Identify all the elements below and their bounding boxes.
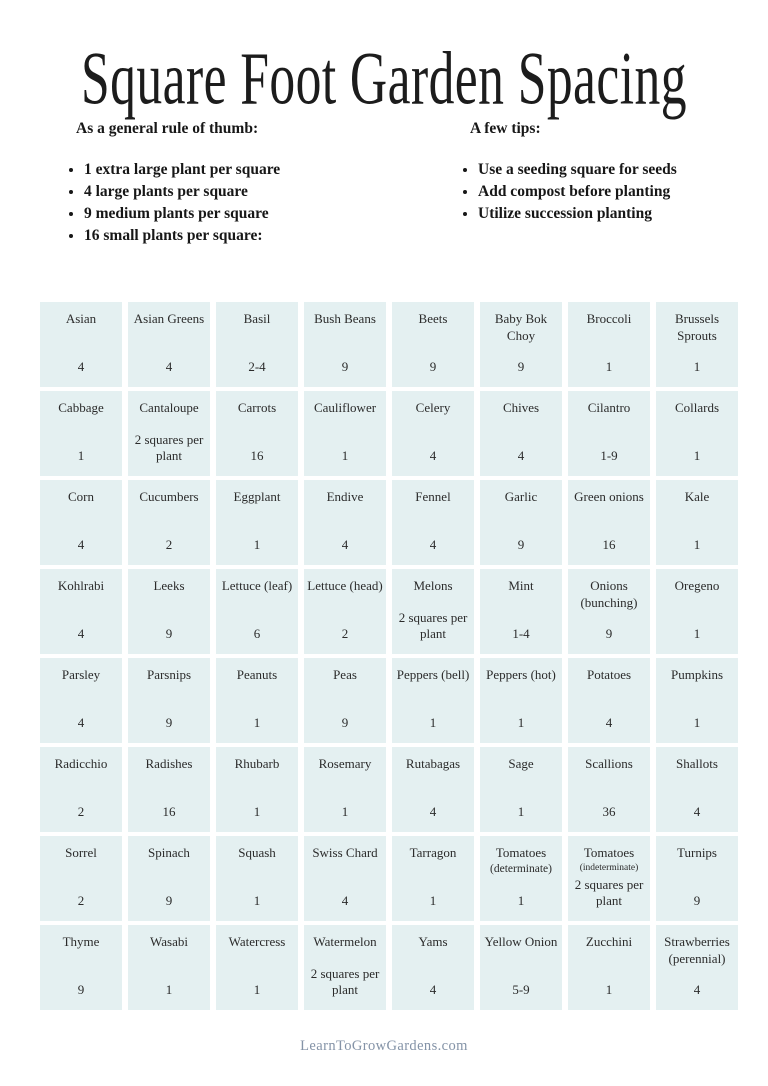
plant-name-block <box>312 845 377 862</box>
grid-cell <box>128 302 210 387</box>
plant-name: Peppers (hot) <box>486 667 556 682</box>
spacing-value: 1 <box>341 804 349 820</box>
spacing-value: 4 <box>693 982 701 998</box>
plant-name: Shallots <box>676 756 718 771</box>
spacing-value: 4 <box>429 448 437 464</box>
rule-item: • 9 medium plants per square <box>84 206 404 222</box>
plant-name: Baby Bok Choy <box>494 311 548 343</box>
plant-name-block <box>580 845 639 874</box>
grid-cell <box>392 747 474 832</box>
grid-cell <box>568 480 650 565</box>
spacing-value: 1 <box>165 982 173 998</box>
grid-cell <box>216 302 298 387</box>
plant-name: Watercress <box>228 934 286 949</box>
grid-cell <box>568 302 650 387</box>
plant-name-block <box>244 311 271 328</box>
plant-name-block <box>416 400 451 417</box>
plant-name-block <box>414 578 453 595</box>
plant-name: Yellow Onion <box>484 934 558 949</box>
plant-name: Kale <box>684 489 710 504</box>
spacing-value: 4 <box>77 537 85 553</box>
rule-of-thumb-list <box>64 162 404 244</box>
plant-name-block <box>307 578 382 595</box>
grid-cell <box>128 391 210 476</box>
plant-name: Wasabi <box>150 934 188 949</box>
spacing-value: 9 <box>165 893 173 909</box>
plant-name: Watermelon <box>313 934 377 949</box>
spacing-value: 1 <box>693 448 701 464</box>
tip-item: • Use a seeding square for seeds <box>478 162 758 178</box>
plant-name-block <box>327 489 364 506</box>
rule-item: • 4 large plants per square <box>84 184 404 200</box>
grid-cell <box>656 836 738 921</box>
plant-name-block <box>146 756 193 773</box>
plant-name-block <box>319 756 372 773</box>
grid-cell <box>40 836 122 921</box>
plant-name: Oregeno <box>674 578 720 593</box>
plant-name: Lettuce (head) <box>307 578 383 593</box>
grid-cell <box>216 658 298 743</box>
spacing-value: 1 <box>693 715 701 731</box>
plant-name: Endive <box>326 489 364 504</box>
plant-name-block <box>587 667 631 684</box>
tips-list <box>458 162 758 222</box>
plant-name: Garlic <box>504 489 538 504</box>
plant-name-block <box>58 578 104 595</box>
plant-name-block <box>571 578 647 611</box>
plant-name: Pumpkins <box>670 667 723 682</box>
plant-name-block <box>508 578 533 595</box>
grid-cell <box>128 569 210 654</box>
spacing-value: 1 <box>693 359 701 375</box>
plant-subname: (indeterminate) <box>579 862 639 873</box>
plant-name: Rutabagas <box>405 756 461 771</box>
plant-name-block <box>58 400 103 417</box>
grid-cell <box>480 925 562 1010</box>
plant-name-block <box>139 400 198 417</box>
plant-name: Collards <box>674 400 720 415</box>
plant-name: Green onions <box>574 489 644 504</box>
grid-cell <box>304 836 386 921</box>
grid-cell <box>656 658 738 743</box>
spacing-value: 1 <box>605 982 613 998</box>
rule-item: • 1 extra large plant per square <box>84 162 404 178</box>
plant-name-block <box>508 756 533 773</box>
grid-cell <box>392 569 474 654</box>
plant-name-block <box>150 934 188 951</box>
plant-name: Kohlrabi <box>57 578 105 593</box>
spacing-value: 2 squares per plant <box>574 876 644 909</box>
plant-name: Parsnips <box>146 667 192 682</box>
spacing-value: 16 <box>162 804 176 820</box>
plant-name: Squash <box>238 845 276 860</box>
plant-name-block <box>397 667 470 684</box>
grid-cell <box>40 925 122 1010</box>
plant-name: Asian <box>65 311 97 326</box>
tip-item: • Add compost before planting <box>478 184 758 200</box>
plant-name: Sage <box>508 756 534 771</box>
grid-cell <box>568 391 650 476</box>
plant-name: Onions (bunching) <box>580 578 638 610</box>
plant-name-block <box>685 489 710 506</box>
spacing-value: 9 <box>165 626 173 642</box>
plant-name: Corn <box>68 489 94 504</box>
spacing-value: 2 squares per plant <box>398 609 468 642</box>
spacing-value: 1 <box>517 893 525 909</box>
rule-of-thumb-heading: As a general rule of thumb: <box>76 120 259 137</box>
plant-name: Sorrel <box>65 845 97 860</box>
grid-cell <box>304 925 386 1010</box>
plant-name: Peas <box>333 667 357 682</box>
plant-name: Cabbage <box>58 400 104 415</box>
spacing-value: 1 <box>517 715 525 731</box>
spacing-value: 36 <box>602 804 616 820</box>
plant-name-block <box>419 311 448 328</box>
plant-name: Lettuce (leaf) <box>221 578 293 593</box>
grid-cell <box>128 480 210 565</box>
plant-name-block <box>153 578 184 595</box>
plant-name: Broccoli <box>586 311 632 326</box>
grid-cell <box>568 658 650 743</box>
plant-name: Basil <box>243 311 271 326</box>
plant-name: Swiss Chard <box>312 845 378 860</box>
spacing-value: 1 <box>253 537 261 553</box>
plant-name-block <box>238 845 276 862</box>
spacing-value: 9 <box>341 715 349 731</box>
grid-cell <box>40 658 122 743</box>
plant-name-block <box>229 934 286 951</box>
grid-cell <box>568 747 650 832</box>
spacing-value: 2 <box>165 537 173 553</box>
plant-name-block <box>485 934 558 951</box>
plant-name-block <box>238 400 276 417</box>
grid-cell <box>128 925 210 1010</box>
spacing-value: 6 <box>253 626 261 642</box>
plant-name: Peppers (bell) <box>396 667 470 682</box>
plant-name-block <box>237 667 277 684</box>
plant-name-block <box>333 667 357 684</box>
plant-name: Spinach <box>148 845 190 860</box>
plant-name: Bush Beans <box>314 311 376 326</box>
grid-cell <box>392 302 474 387</box>
plant-name: Zucchini <box>585 934 633 949</box>
grid-cell <box>480 391 562 476</box>
plant-name-block <box>671 667 723 684</box>
plant-name-block <box>65 845 97 862</box>
plant-name: Scallions <box>585 756 633 771</box>
spacing-value: 1 <box>253 982 261 998</box>
plant-name-block <box>659 934 735 967</box>
grid-cell <box>656 302 738 387</box>
plant-name-block <box>68 489 94 506</box>
grid-cell <box>480 836 562 921</box>
spacing-value: 9 <box>429 359 437 375</box>
grid-cell <box>568 569 650 654</box>
spacing-value: 4 <box>429 804 437 820</box>
spacing-value: 16 <box>602 537 616 553</box>
grid-cell <box>392 480 474 565</box>
grid-cell <box>128 747 210 832</box>
grid-cell <box>40 747 122 832</box>
grid-cell <box>40 569 122 654</box>
spacing-value: 1 <box>693 626 701 642</box>
plant-name-block <box>148 845 190 862</box>
plant-subname: (determinate) <box>490 862 552 875</box>
spacing-value: 2-4 <box>248 359 266 375</box>
plant-name-block <box>574 489 644 506</box>
plant-name: Radishes <box>145 756 193 771</box>
plant-name: Celery <box>415 400 451 415</box>
plant-name: Tomatoes <box>495 845 547 860</box>
plant-name-block <box>505 489 537 506</box>
grid-cell <box>392 925 474 1010</box>
plant-name-block <box>63 934 100 951</box>
plant-name-block <box>675 578 720 595</box>
plant-name-block <box>55 756 108 773</box>
plant-name: Leeks <box>153 578 185 593</box>
plant-name-block <box>659 311 735 344</box>
plant-name: Chives <box>502 400 540 415</box>
grid-cell <box>392 836 474 921</box>
spacing-value: 9 <box>341 359 349 375</box>
spacing-value: 1 <box>253 804 261 820</box>
plant-name-block <box>503 400 539 417</box>
spacing-value: 9 <box>517 537 525 553</box>
grid-cell <box>40 391 122 476</box>
plant-name-block <box>483 311 559 344</box>
plant-name: Yams <box>418 934 448 949</box>
grid-cell <box>304 480 386 565</box>
spacing-value: 9 <box>77 982 85 998</box>
plant-name-block <box>675 400 719 417</box>
spacing-value: 2 <box>77 893 85 909</box>
grid-cell <box>480 302 562 387</box>
spacing-value: 1 <box>605 359 613 375</box>
tip-item: • Utilize succession planting <box>478 206 758 222</box>
plant-name: Radicchio <box>54 756 108 771</box>
spacing-value: 1-9 <box>600 448 618 464</box>
spacing-value: 1 <box>253 715 261 731</box>
plant-name: Eggplant <box>233 489 281 504</box>
plant-name-block <box>234 489 281 506</box>
plant-name-block <box>134 311 204 328</box>
plant-name: Fennel <box>415 489 451 504</box>
plant-name-block <box>314 311 376 328</box>
plant-name: Cilantro <box>587 400 631 415</box>
plant-name-block <box>418 934 447 951</box>
grid-cell <box>304 658 386 743</box>
plant-name: Peanuts <box>236 667 278 682</box>
plant-name: Beets <box>418 311 448 326</box>
plant-name-block <box>313 934 376 951</box>
plant-name-block <box>586 934 632 951</box>
plant-name: Melons <box>413 578 453 593</box>
spacing-value: 4 <box>341 537 349 553</box>
plant-name: Tomatoes <box>583 845 635 860</box>
spacing-value: 2 <box>341 626 349 642</box>
spacing-value: 1 <box>429 715 437 731</box>
plant-name-block <box>490 845 552 876</box>
plant-name: Strawberries (perennial) <box>664 934 730 966</box>
plant-name-block <box>677 845 717 862</box>
grid-cell <box>216 836 298 921</box>
spacing-value: 9 <box>693 893 701 909</box>
tips-heading: A few tips: <box>470 120 541 137</box>
grid-cell <box>480 747 562 832</box>
plant-name: Mint <box>508 578 534 593</box>
spacing-value: 4 <box>165 359 173 375</box>
spacing-value: 16 <box>250 448 264 464</box>
spacing-value: 9 <box>165 715 173 731</box>
spacing-value: 1 <box>253 893 261 909</box>
grid-cell <box>568 836 650 921</box>
plant-name-block <box>235 756 280 773</box>
spacing-value: 4 <box>517 448 525 464</box>
plant-name-block <box>222 578 292 595</box>
plant-name: Parsley <box>61 667 101 682</box>
spacing-value: 1 <box>429 893 437 909</box>
grid-cell <box>480 480 562 565</box>
spacing-value: 5-9 <box>512 982 530 998</box>
plant-name: Thyme <box>62 934 100 949</box>
grid-cell <box>304 391 386 476</box>
grid-cell <box>128 658 210 743</box>
grid-cell <box>656 480 738 565</box>
spacing-value: 2 squares per plant <box>310 965 380 998</box>
grid-cell <box>480 658 562 743</box>
grid-cell <box>216 747 298 832</box>
grid-cell <box>304 569 386 654</box>
spacing-value: 4 <box>77 715 85 731</box>
grid-cell <box>392 391 474 476</box>
spacing-value: 4 <box>429 537 437 553</box>
spacing-value: 4 <box>341 893 349 909</box>
plant-name: Asian Greens <box>133 311 205 326</box>
grid-cell <box>392 658 474 743</box>
footer-website: LearnToGrowGardens.com <box>300 1038 468 1054</box>
plant-name: Cantaloupe <box>139 400 199 415</box>
rule-of-thumb-section <box>64 120 404 250</box>
spacing-value: 1 <box>77 448 85 464</box>
spacing-value: 1 <box>341 448 349 464</box>
grid-cell <box>656 747 738 832</box>
spacing-value: 9 <box>517 359 525 375</box>
plant-name: Tarragon <box>409 845 457 860</box>
grid-cell <box>656 569 738 654</box>
plant-name-block <box>147 667 191 684</box>
spacing-value: 1 <box>693 537 701 553</box>
spacing-grid <box>40 302 738 1010</box>
grid-cell <box>128 836 210 921</box>
tips-section <box>458 120 758 228</box>
rule-item: • 16 small plants per square: <box>84 228 404 244</box>
spacing-value: 4 <box>77 626 85 642</box>
plant-name-block <box>486 667 556 684</box>
plant-name-block <box>410 845 457 862</box>
plant-name-block <box>585 756 633 773</box>
spacing-value: 1 <box>517 804 525 820</box>
grid-cell <box>216 569 298 654</box>
grid-cell <box>568 925 650 1010</box>
grid-cell <box>656 925 738 1010</box>
grid-cell <box>304 302 386 387</box>
grid-cell <box>480 569 562 654</box>
spacing-value: 9 <box>605 626 613 642</box>
plant-name: Turnips <box>677 845 717 860</box>
plant-name-block <box>139 489 198 506</box>
spacing-value: 4 <box>693 804 701 820</box>
plant-name-block <box>588 400 631 417</box>
grid-cell <box>216 480 298 565</box>
plant-name-block <box>406 756 460 773</box>
plant-name-block <box>314 400 376 417</box>
plant-name: Carrots <box>237 400 277 415</box>
spacing-value: 1-4 <box>512 626 530 642</box>
grid-cell <box>216 925 298 1010</box>
plant-name-block <box>66 311 96 328</box>
page-title: Square Foot Garden Spacing <box>81 37 687 120</box>
grid-cell <box>304 747 386 832</box>
plant-name-block <box>587 311 632 328</box>
grid-cell <box>216 391 298 476</box>
plant-name: Potatoes <box>586 667 632 682</box>
grid-cell <box>656 391 738 476</box>
spacing-value: 4 <box>77 359 85 375</box>
spacing-value: 4 <box>605 715 613 731</box>
plant-name: Cucumbers <box>139 489 199 504</box>
plant-name: Rosemary <box>318 756 372 771</box>
plant-name: Cauliflower <box>313 400 377 415</box>
spacing-value: 2 <box>77 804 85 820</box>
grid-cell <box>40 480 122 565</box>
plant-name: Brussels Sprouts <box>674 311 720 343</box>
plant-name-block <box>415 489 450 506</box>
plant-name-block <box>62 667 100 684</box>
spacing-value: 2 squares per plant <box>134 431 204 464</box>
spacing-value: 4 <box>429 982 437 998</box>
plant-name-block <box>676 756 718 773</box>
plant-name: Rhubarb <box>234 756 280 771</box>
grid-cell <box>40 302 122 387</box>
